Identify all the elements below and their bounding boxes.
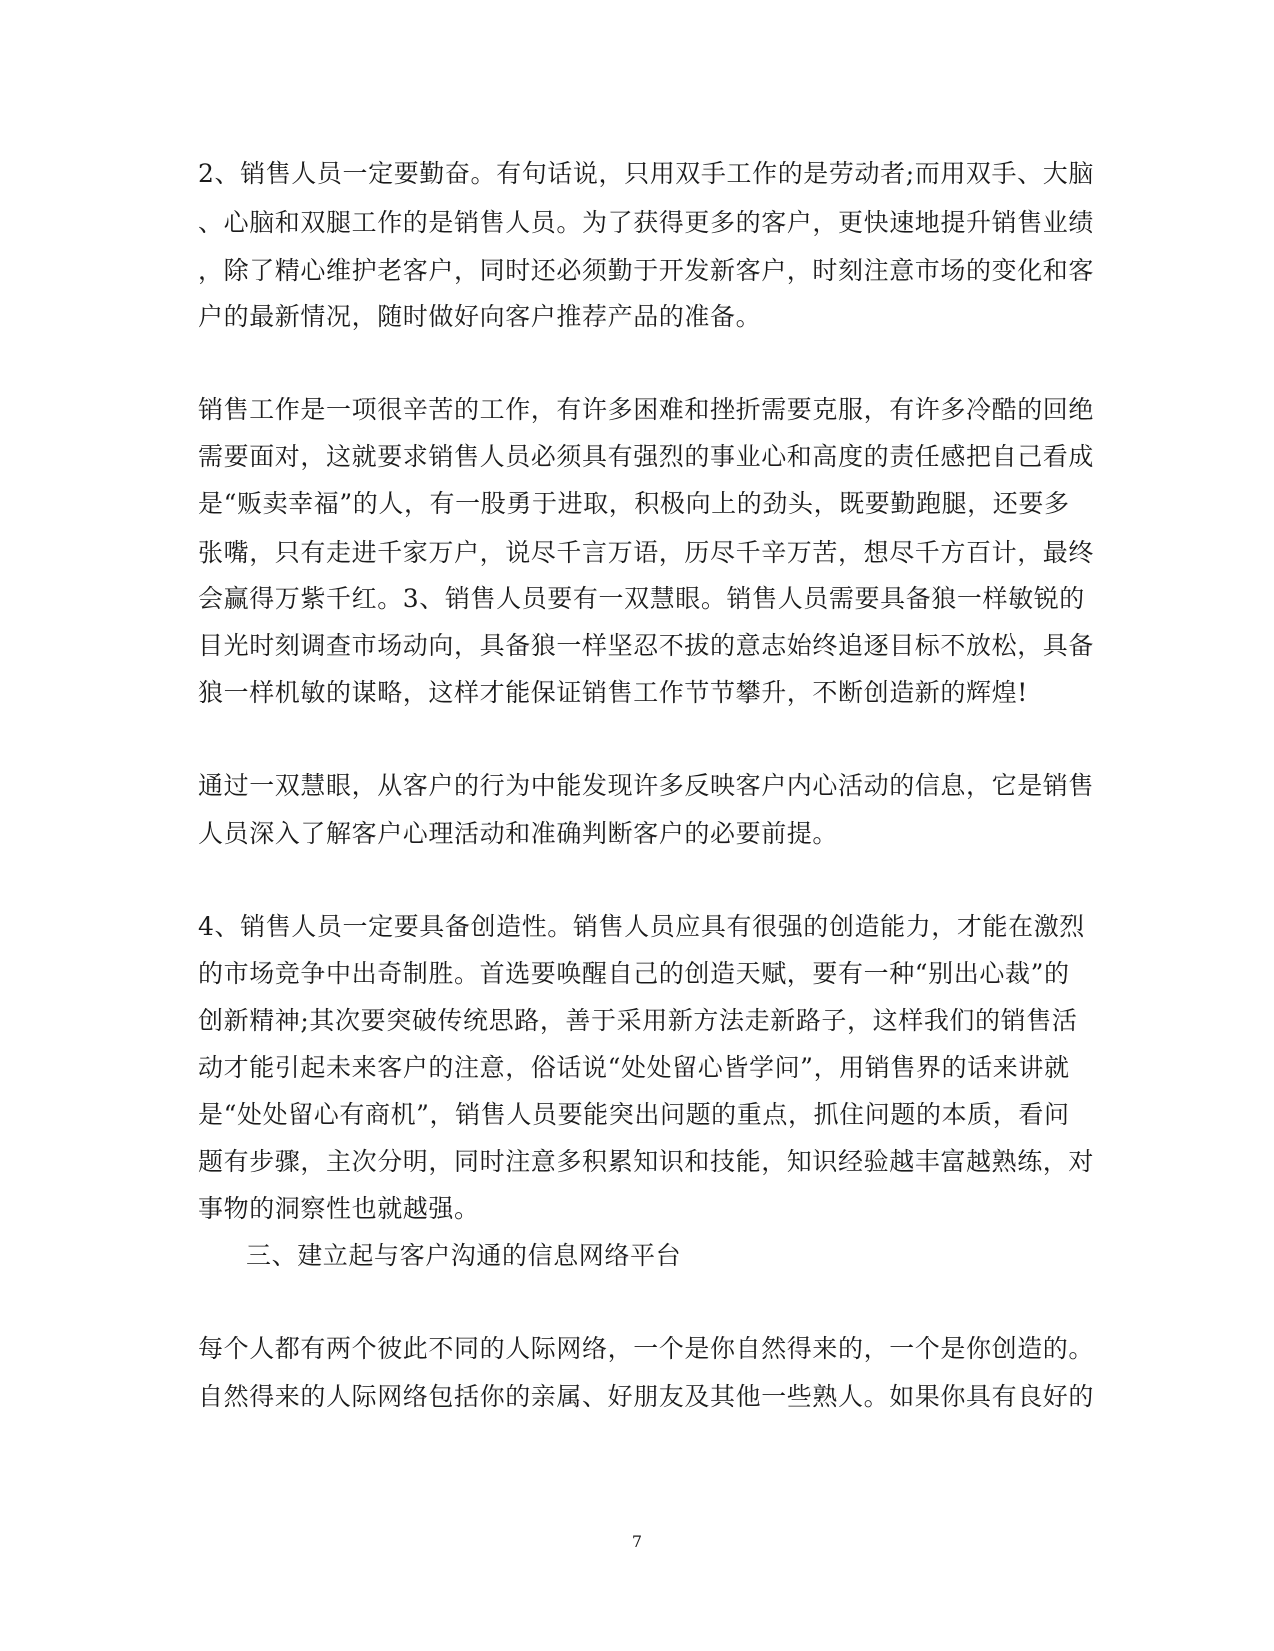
- text-line: 动才能引起未来客户的注意，俗话说“处处留心皆学问”，用销售界的话来讲就: [198, 1053, 1070, 1082]
- text-line: 自然得来的人际网络包括你的亲属、好朋友及其他一些熟人。如果你具有良好的: [198, 1382, 1095, 1411]
- text-line: 目光时刻调查市场动向，具备狼一样坚忍不拔的意志始终追逐目标不放松，具备: [198, 631, 1095, 660]
- text-line: 会赢得万紫千红。3、销售人员要有一双慧眼。销售人员需要具备狼一样敏锐的: [198, 584, 1085, 613]
- text-line: 每个人都有两个彼此不同的人际网络，一个是你自然得来的，一个是你创造的。: [198, 1334, 1095, 1363]
- text-line: 创新精神;其次要突破传统思路，善于采用新方法走新路子，这样我们的销售活: [198, 1006, 1078, 1035]
- text-line: 、心脑和双腿工作的是销售人员。为了获得更多的客户，更快速地提升销售业绩: [198, 208, 1095, 237]
- section-heading: 三、建立起与客户沟通的信息网络平台: [246, 1241, 682, 1270]
- text-line: 2、销售人员一定要勤奋。有句话说，只用双手工作的是劳动者;而用双手、大脑: [198, 159, 1094, 188]
- text-line: 狼一样机敏的谋略，这样才能保证销售工作节节攀升，不断创造新的辉煌!: [198, 678, 1028, 707]
- text-line: 需要面对，这就要求销售人员必须具有强烈的事业心和高度的责任感把自己看成: [198, 442, 1095, 471]
- text-line: 销售工作是一项很辛苦的工作，有许多困难和挫折需要克服，有许多冷酷的回绝: [198, 395, 1095, 424]
- text-line: 的市场竞争中出奇制胜。首选要唤醒自己的创造天赋，要有一种“别出心裁”的: [198, 959, 1070, 988]
- text-line: 通过一双慧眼，从客户的行为中能发现许多反映客户内心活动的信息，它是销售: [198, 771, 1095, 800]
- text-line: ，除了精心维护老客户，同时还必须勤于开发新客户，时刻注意市场的变化和客: [198, 256, 1095, 285]
- text-line: 张嘴，只有走进千家万户，说尽千言万语，历尽千辛万苦，想尽千方百计，最终: [198, 538, 1095, 567]
- text-line: 事物的洞察性也就越强。: [198, 1194, 480, 1223]
- text-line: 4、销售人员一定要具备创造性。销售人员应具有很强的创造能力，才能在激烈: [198, 912, 1085, 941]
- text-line: 是“处处留心有商机”，销售人员要能突出问题的重点，抓住问题的本质，看问: [198, 1100, 1070, 1129]
- text-line: 题有步骤，主次分明，同时注意多积累知识和技能，知识经验越丰富越熟练，对: [198, 1147, 1095, 1176]
- page-number: 7: [631, 1532, 643, 1551]
- text-line: 户的最新情况，随时做好向客户推荐产品的准备。: [198, 302, 762, 331]
- text-line: 是“贩卖幸福”的人，有一股勇于进取，积极向上的劲头，既要勤跑腿，还要多: [198, 489, 1070, 518]
- text-line: 人员深入了解客户心理活动和准确判断客户的必要前提。: [198, 819, 839, 848]
